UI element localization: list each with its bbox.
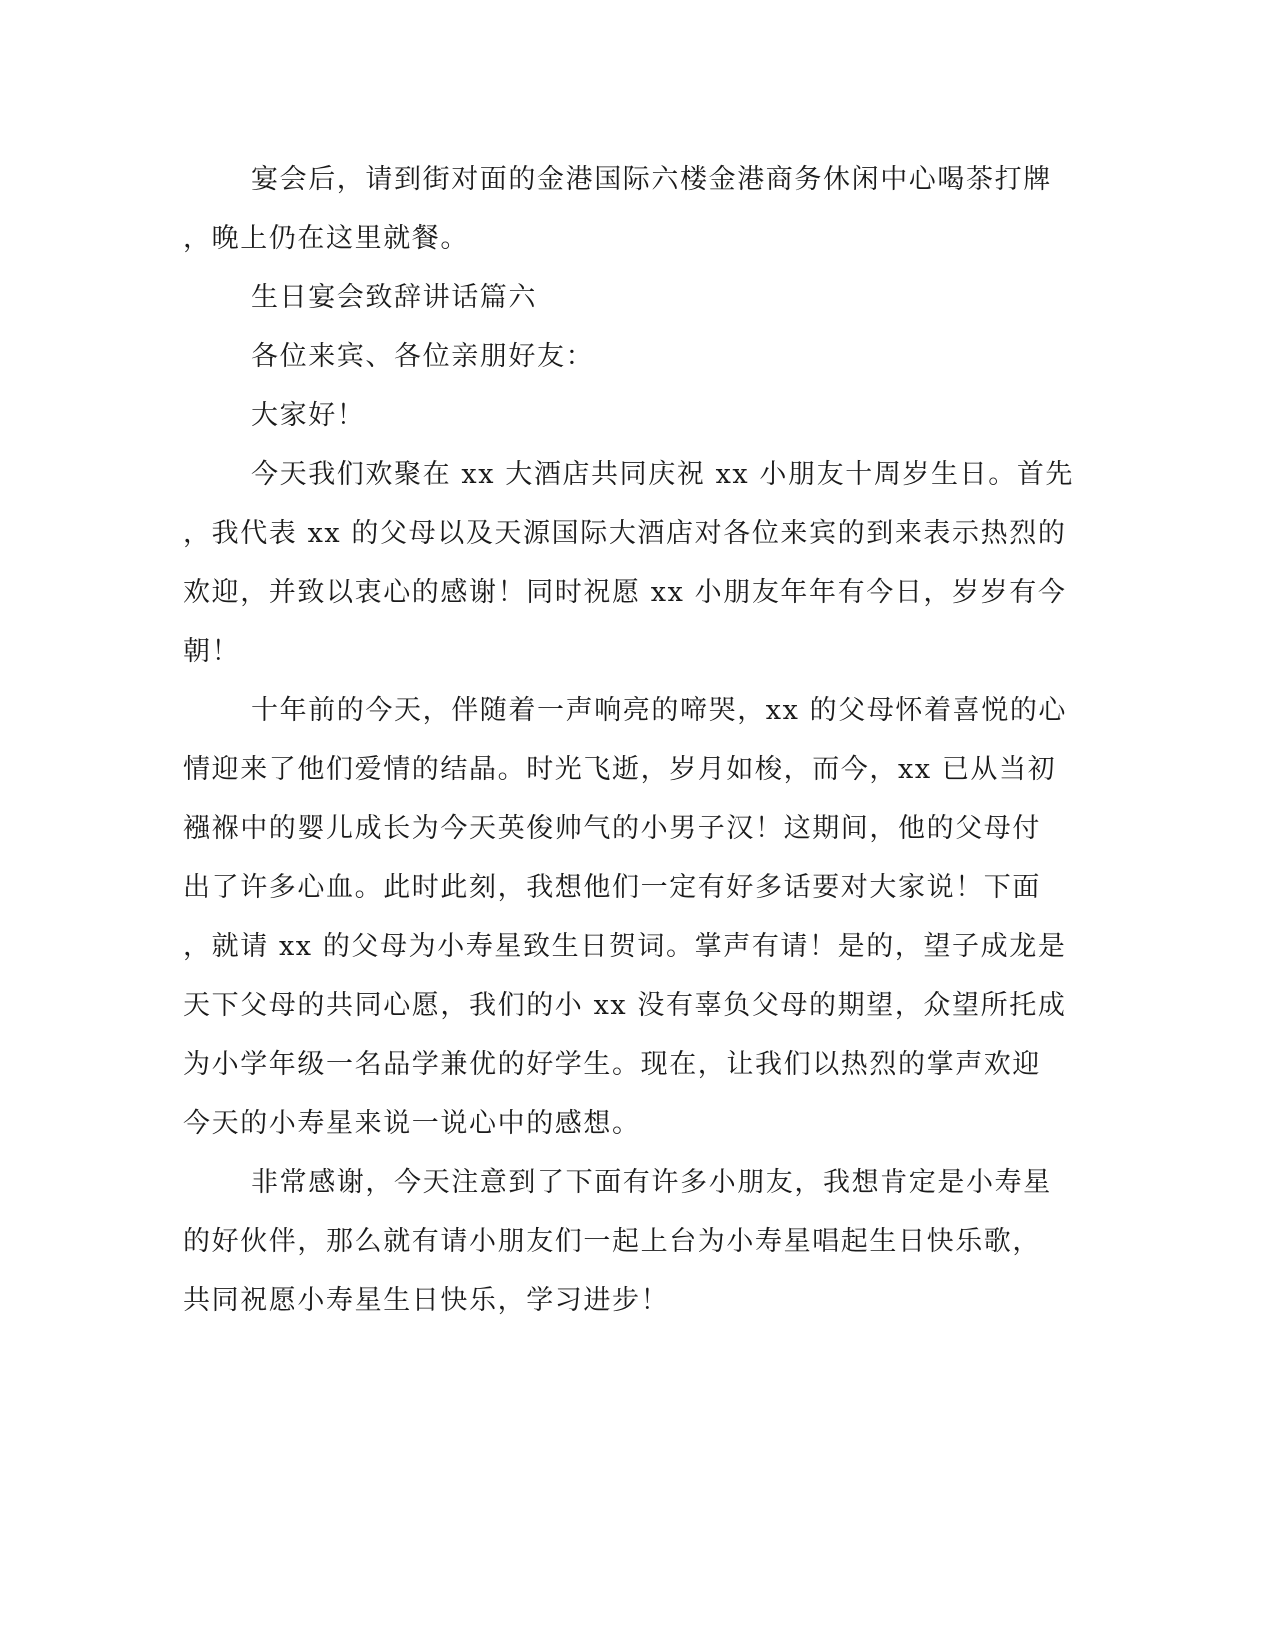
salutation-line: 各位来宾、各位亲朋好友： [251,341,595,372]
paragraph-line: 朝！ [183,636,241,667]
paragraph-line: 情迎来了他们爱情的结晶。时光飞逝，岁月如梭，而今，xx 已从当初 [183,754,1057,785]
paragraph-line: 宴会后，请到街对面的金港国际六楼金港商务休闲中心喝茶打牌 [251,164,1052,195]
paragraph-line: 今天的小寿星来说一说心中的感想。 [183,1108,641,1139]
paragraph-line: 天下父母的共同心愿，我们的小 xx 没有辜负父母的期望，众望所托成 [183,990,1067,1021]
paragraph-line: 十年前的今天，伴随着一声响亮的啼哭，xx 的父母怀着喜悦的心 [251,695,1068,726]
paragraph-line: 的好伙伴，那么就有请小朋友们一起上台为小寿星唱起生日快乐歌， [183,1226,1041,1257]
paragraph-line: ，我代表 xx 的父母以及天源国际大酒店对各位来宾的到来表示热烈的 [183,518,1067,549]
paragraph-line: 欢迎，并致以衷心的感谢！同时祝愿 xx 小朋友年年有今日，岁岁有今 [183,577,1067,608]
paragraph-line: 为小学年级一名品学兼优的好学生。现在，让我们以热烈的掌声欢迎 [183,1049,1041,1080]
paragraph-line: ，就请 xx 的父母为小寿星致生日贺词。掌声有请！是的，望子成龙是 [183,931,1067,962]
section-heading: 生日宴会致辞讲话篇六 [251,282,537,313]
greeting-line: 大家好！ [251,400,366,431]
paragraph-line: 出了许多心血。此时此刻，我想他们一定有好多话要对大家说！下面 [183,872,1041,903]
paragraph-line: 非常感谢，今天注意到了下面有许多小朋友，我想肯定是小寿星 [251,1167,1052,1198]
paragraph-line: ，晚上仍在这里就餐。 [183,223,469,254]
paragraph-line: 今天我们欢聚在 xx 大酒店共同庆祝 xx 小朋友十周岁生日。首先 [251,459,1075,490]
paragraph-line: 共同祝愿小寿星生日快乐，学习进步！ [183,1285,670,1316]
paragraph-line: 襁褓中的婴儿成长为今天英俊帅气的小男子汉！这期间，他的父母付 [183,813,1041,844]
